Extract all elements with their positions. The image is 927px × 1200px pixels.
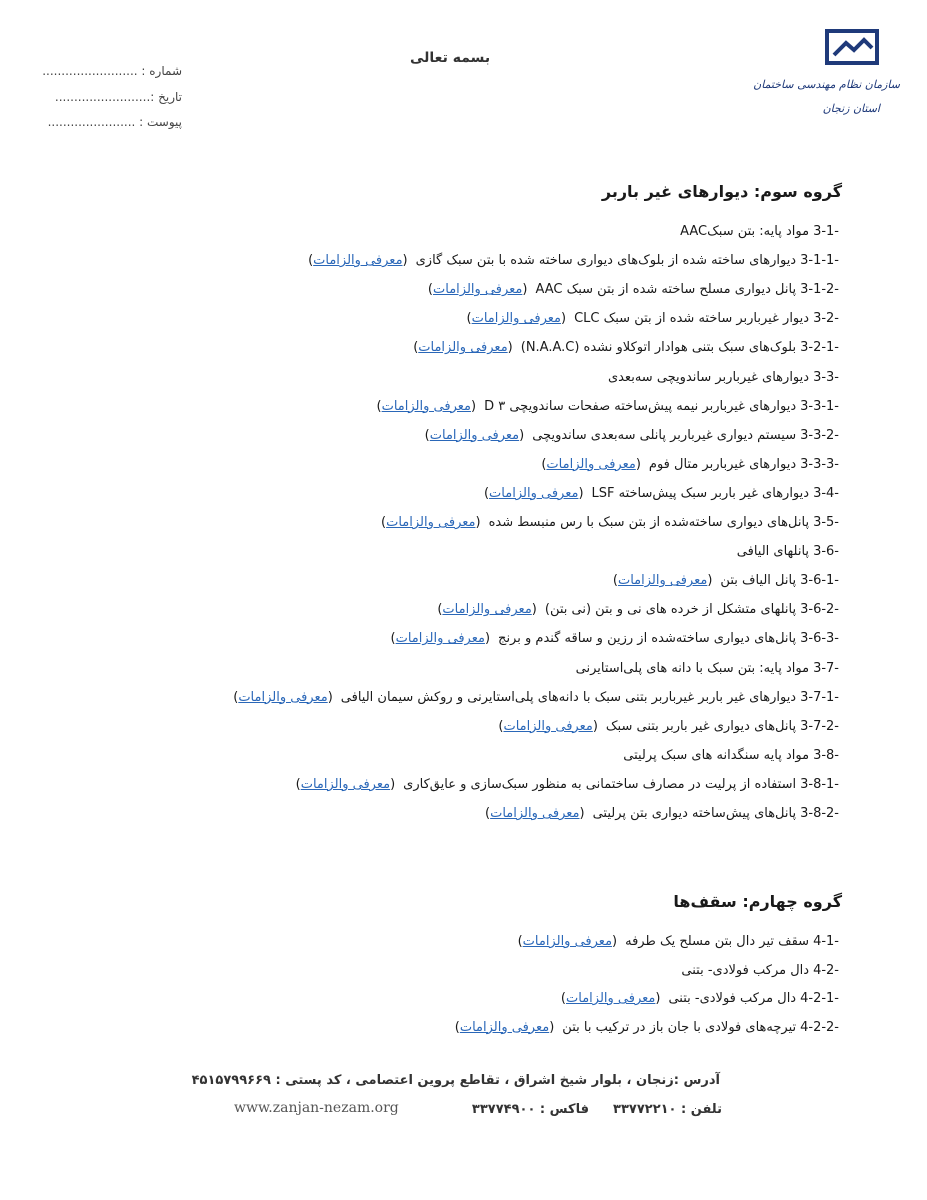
list-item xyxy=(680,224,839,246)
list-item xyxy=(391,631,840,653)
item-number: 3-3-1- xyxy=(800,398,839,414)
link-wrapper: (معرفی والزامات) xyxy=(483,485,584,501)
link-wrapper: (معرفی والزامات) xyxy=(437,602,537,618)
group-title: گروه چهارم: سقف‌ها xyxy=(673,892,842,911)
list-item xyxy=(623,748,839,770)
footer-website[interactable]: www.zanjan-nezam.org xyxy=(234,1100,399,1116)
item-text: سقف تیر دال بتن مسلح یک طرفه xyxy=(625,934,810,949)
item-text: پانل‌های دیواری ساخته‌شده از رزین و ساقه گندم و برنج xyxy=(498,631,797,647)
intro-requirements-link[interactable]: معرفی والزامات xyxy=(617,573,708,589)
item-number: 3-6-1- xyxy=(800,573,839,589)
intro-requirements-link[interactable]: معرفی والزامات xyxy=(566,991,656,1006)
list-item xyxy=(518,934,839,956)
intro-requirements-link[interactable]: معرفی والزامات xyxy=(459,1019,550,1035)
list-item xyxy=(381,515,839,537)
item-number: 3-8-2- xyxy=(800,806,839,821)
item-text: دیوارهای غیرباربر ساندویچی سه‌بعدی xyxy=(607,369,810,385)
link-wrapper: (معرفی والزامات) xyxy=(466,311,567,327)
logo-text-line1: سازمان نظام مهندسی ساختمان xyxy=(753,78,900,91)
intro-requirements-link[interactable]: معرفی والزامات xyxy=(418,340,508,356)
item-number: 3-1-1- xyxy=(800,253,839,269)
logo-text-line2: استان زنجان xyxy=(822,102,880,115)
item-number: 3-5- xyxy=(813,515,839,530)
intro-requirements-link[interactable]: معرفی والزامات xyxy=(381,398,471,414)
item-text: استفاده از پرلیت در مصارف ساختمانی به منظور سبک‌سازی و عایق‌کاری xyxy=(403,776,797,792)
item-text: مواد پایه: بتن سبک با دانه های پلی‌استایرنی xyxy=(575,660,810,676)
list-item xyxy=(455,1020,839,1042)
list-item xyxy=(485,806,839,828)
list-item xyxy=(541,457,839,479)
item-text: تیرچه‌های فولادی با جان باز در ترکیب با بتن xyxy=(562,1019,797,1035)
item-number: 3-6-3- xyxy=(800,631,839,647)
footer-fax: فاکس : ۳۳۷۷۴۹۰۰ xyxy=(471,1102,589,1117)
item-text: پانلهای متشکل از خرده های نی و بتن (نی بتن) xyxy=(544,602,797,618)
item-number: 4-2- xyxy=(813,962,839,978)
item-text: مواد پایه سنگدانه های سبک پرلیتی xyxy=(623,747,810,763)
item-text: سیستم دیواری غیرباربر پانلی سه‌بعدی ساندویچی xyxy=(532,427,797,443)
list-item xyxy=(425,428,839,450)
list-item xyxy=(576,661,839,683)
bismillah-heading: بسمه تعالی xyxy=(410,50,491,66)
link-wrapper: (معرفی والزامات) xyxy=(233,689,333,705)
item-text: پانل‌های پیش‌ساخته دیواری بتن پرلیتی xyxy=(592,806,797,821)
building-logo-icon xyxy=(824,28,880,70)
list-item xyxy=(613,573,839,595)
intro-requirements-link[interactable]: معرفی والزامات xyxy=(522,934,613,949)
item-number: 3-8-1- xyxy=(800,776,839,792)
item-number: 3-6- xyxy=(813,544,839,560)
link-wrapper: (معرفی والزامات) xyxy=(427,282,528,298)
list-item xyxy=(681,963,839,985)
item-number: 3-7-2- xyxy=(800,718,839,734)
link-wrapper: (معرفی والزامات) xyxy=(308,253,408,269)
link-wrapper: (معرفی والزامات) xyxy=(541,456,641,472)
intro-requirements-link[interactable]: معرفی والزامات xyxy=(433,282,523,298)
item-text: دیوارهای غیرباربر نیمه پیش‌ساخته صفحات ساندویچی ۳ D xyxy=(484,398,797,414)
letter-date-field: تاریخ :......................... xyxy=(54,90,182,104)
link-wrapper: (معرفی والزامات) xyxy=(295,776,396,792)
intro-requirements-link[interactable]: معرفی والزامات xyxy=(489,485,579,501)
list-item xyxy=(296,777,839,799)
list-item xyxy=(498,719,839,741)
list-item xyxy=(484,486,839,508)
intro-requirements-link[interactable]: معرفی والزامات xyxy=(313,253,403,269)
group-title: گروه سوم: دیوارهای غیر باربر xyxy=(601,182,842,201)
footer-address: آدرس :زنجان ، بلوار شیخ اشراق ، تقاطع پروین اعتصامی ، کد پستی : ۴۵۱۵۷۹۹۶۶۹ xyxy=(191,1073,720,1088)
intro-requirements-link[interactable]: معرفی والزامات xyxy=(442,602,532,618)
organization-logo xyxy=(753,26,910,126)
intro-requirements-link[interactable]: معرفی والزامات xyxy=(386,515,476,530)
item-text: دیوارهای غیر باربر سبک پیش‌ساخته LSF xyxy=(591,485,810,501)
item-number: 3-8- xyxy=(813,747,839,763)
link-wrapper: (معرفی والزامات) xyxy=(485,806,585,821)
item-number: 3-6-2- xyxy=(800,602,839,618)
intro-requirements-link[interactable]: معرفی والزامات xyxy=(546,456,636,472)
list-item xyxy=(561,991,839,1013)
item-text: دیوار غیرباربر ساخته شده از بتن سبک CLC xyxy=(574,311,810,327)
letter-number-field: شماره : ......................... xyxy=(42,64,182,78)
list-item xyxy=(467,311,839,333)
item-number: 3-7-1- xyxy=(800,689,839,705)
item-number: 3-3-3- xyxy=(800,456,839,472)
item-text: دال مرکب فولادی- بتنی xyxy=(681,962,810,978)
item-number: 3-1-2- xyxy=(800,282,839,298)
letter-attachment-field: پیوست : ....................... xyxy=(47,115,182,129)
list-item xyxy=(308,253,839,275)
intro-requirements-link[interactable]: معرفی والزامات xyxy=(429,427,520,443)
item-text: پانل الیاف بتن xyxy=(720,573,797,589)
item-text: پانل‌های دیواری غیر باربر بتنی سبک xyxy=(605,718,797,734)
link-wrapper: (معرفی والزامات) xyxy=(376,398,477,414)
item-number: 3-3- xyxy=(813,369,839,385)
intro-requirements-link[interactable]: معرفی والزامات xyxy=(300,776,391,792)
link-wrapper: (معرفی والزامات) xyxy=(612,573,713,589)
item-number: 4-2-1- xyxy=(800,991,839,1006)
item-text: دال مرکب فولادی- بتنی xyxy=(668,991,797,1006)
footer-phone: تلفن : ۳۳۷۷۲۲۱۰ xyxy=(613,1102,722,1117)
list-item xyxy=(608,370,839,392)
item-number: 3-7- xyxy=(813,660,839,676)
item-number: 4-1- xyxy=(813,934,839,949)
list-item xyxy=(737,544,839,566)
item-text: پانلهای الیافی xyxy=(736,544,810,560)
link-wrapper: (معرفی والزامات) xyxy=(424,427,525,443)
item-text: دیوارهای ساخته شده از بلوک‌های دیواری ساخته شده با بتن سبک گازی xyxy=(415,253,797,269)
item-number: 4-2-2- xyxy=(800,1019,839,1035)
link-wrapper: (معرفی والزامات) xyxy=(498,718,598,734)
list-item xyxy=(377,399,839,421)
link-wrapper: (معرفی والزامات) xyxy=(454,1019,555,1035)
intro-requirements-link[interactable]: معرفی والزامات xyxy=(395,631,485,647)
item-text: دیوارهای غیر باربر غیرباربر بتنی سبک با دانه‌های پلی‌استایرنی و روکش سیمان الیافی xyxy=(340,689,797,705)
intro-requirements-link[interactable]: معرفی والزامات xyxy=(503,718,593,734)
item-text: مواد پایه: بتن سبکAAC xyxy=(680,224,810,239)
link-wrapper: (معرفی والزامات) xyxy=(413,340,513,356)
intro-requirements-link[interactable]: معرفی والزامات xyxy=(490,806,580,821)
item-text: پانل دیواری مسلح ساخته شده از بتن سبک AAC xyxy=(535,282,797,298)
link-wrapper: (معرفی والزامات) xyxy=(517,934,618,949)
list-item xyxy=(428,282,839,304)
list-item xyxy=(437,602,839,624)
item-number: 3-2-1- xyxy=(800,340,839,356)
item-number: 3-3-2- xyxy=(800,427,839,443)
item-number: 3-4- xyxy=(813,485,839,501)
intro-requirements-link[interactable]: معرفی والزامات xyxy=(471,311,561,327)
item-text: بلوک‌های سبک بتنی هوادار اتوکلاو نشده (N.A.A.C) xyxy=(520,340,797,356)
link-wrapper: (معرفی والزامات) xyxy=(560,991,661,1006)
item-number: 3-2- xyxy=(813,311,839,327)
item-number: 3-1- xyxy=(813,224,839,239)
list-item xyxy=(233,690,839,712)
link-wrapper: (معرفی والزامات) xyxy=(390,631,491,647)
list-item xyxy=(413,340,839,362)
link-wrapper: (معرفی والزامات) xyxy=(381,515,481,530)
item-text: پانل‌های دیواری ساخته‌شده از بتن سبک با رس منبسط شده xyxy=(488,515,810,530)
intro-requirements-link[interactable]: معرفی والزامات xyxy=(238,689,328,705)
item-text: دیوارهای غیرباربر متال فوم xyxy=(648,456,797,472)
